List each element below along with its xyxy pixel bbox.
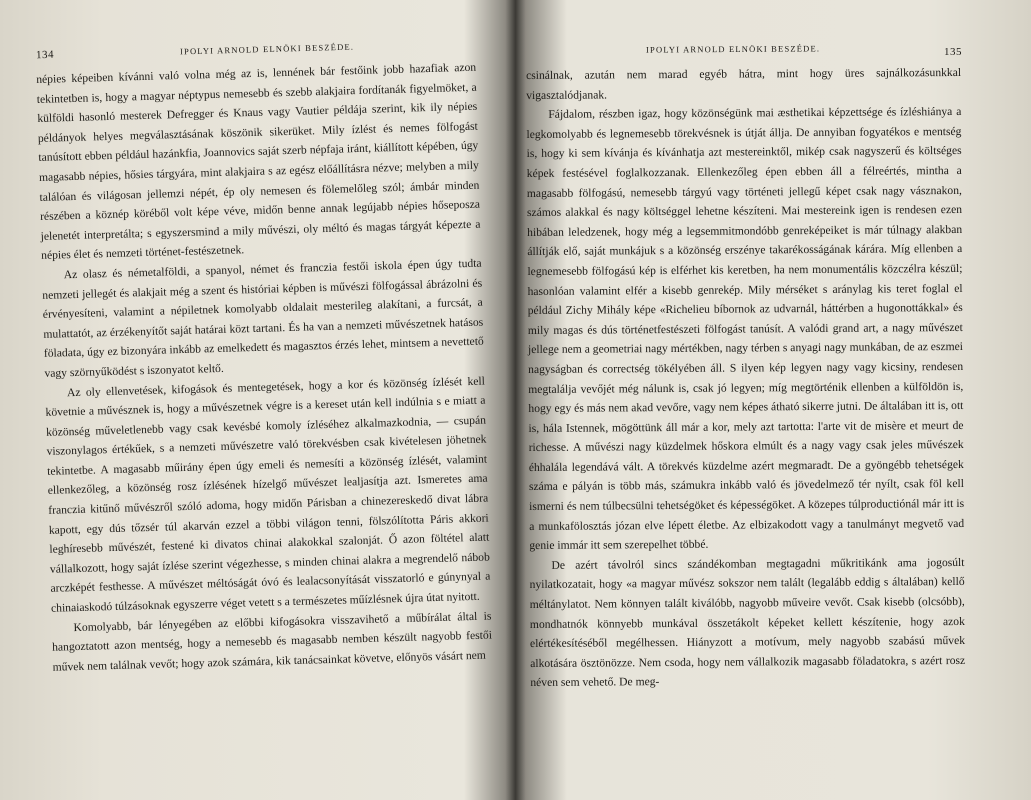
paragraph: népies képeiben kívánni való volna még az is, lennének bár festőink jobb hazafiak azon tekintetben is, hogy a magyar néptypus nemesebb és szebb alakjaira fordítanák figyelmöket, a külföldi hasonló mesterek Defregger és Knaus vagy Vautier példája szerint, kik ily népies példányok helyes megválasztásának köszönik sikerüket. Mily ízlést és nemes fölfogást tanúsított ebben például hazánkfia, Joannovics saját szerb népfaja iránt, kiállított képében, úgy magasabb népies, hősies tárgyára, mint alakjaira s az egész előállításra nézve; melyben a mily találóan és világosan jellemzi népét, ép oly nemesen és fölemelőleg szól; ámbár minden részében a köznép köréből volt képe véve, midőn benne annak legújabb népies hőseposza jelenetét interpretálta; s egyszersmind a mily művészi, oly méltó és magas tárgyát képezte a népies élet és nemzeti történet-festészetnek. bbox=[36, 60, 481, 263]
running-head: IPOLYI ARNOLD ELNÖKI BESZÉDE. bbox=[179, 41, 355, 57]
body-text bbox=[36, 58, 493, 677]
page-number: 134 bbox=[35, 48, 55, 62]
right-page bbox=[512, 0, 1031, 800]
paragraph: De azért távolról sincs szándékomban megtagadni műkritikánk ama jogosúlt nyilatkozatait, hogy «a magyar művész sokszor nem talált (legalább eddig s általában) kellő méltánylatot. Nem könnyen talált kiválóbb, nagyobb műveire vevőt. Csak kisebb (olcsóbb), mondhatnók könnyebb munkával összetákolt képeket kellett készítenie, hogy azok elértékesítéséből megélhessen. Hiányzott a motívum, mely nagyobb szabású művek alkotására ösztönözze. Nem csoda, hogy nem vállalkozik magasabb föladatokra, s azért rosz néven sem vehető. De meg- bbox=[529, 555, 966, 690]
paragraph: Az olasz és németalföldi, a spanyol, német és franczia festői iskola épen úgy tudta nemzeti jellegét és alakjait még a szent és históriai képben is művészi fölfogással ábrázolni és érvényesíteni, valamint a népiletnek komolyabb oldalait mesterileg alakítani, a furcsát, a mulattatót, az érzékenyítőt saját határai közt tartani. És ha van a nemzeti művészetnek hatásos föladata, úgy ez bizonyára inkább az emelkedett és magasztos érzés lehet, mintsem a nevettető vagy szörnyűködést s iszonyatot keltő. bbox=[42, 256, 484, 380]
running-head: IPOLYI ARNOLD ELNÖKI BESZÉDE. bbox=[645, 43, 821, 55]
paragraph: Az oly ellenvetések, kifogások és mentegetések, hogy a kor és közönség ízlését kell követnie a művésznek is, hogy a művészetnek végre is a kereset után kell indúlnia s e miatt a közönség műveletlenebb vagy csak kevésbé komoly ízléséhez alkalmazkodnia, — csupán viszonylagos értékűek, s a nemzeti művészetre való törekvésben csak kivételesen jöhetnek tekintetbe. A magasabb műirány épen úgy emeli és nemesíti a közönség ízlését, valamint ellenkezőleg, a közönség rosz ízlésének hízelgő művészet lealjasítja azt. Ismeretes ama franczia kitűnő művészről szóló adoma, hogy midőn Párisban a chinezereskedő divat lábra kapott, egy dús tőzsér túl akarván ezzel a többi világon tenni, fölszólította Páris akkori leghíresebb művészét, festené ki divatos chinai alakokkal szalonját. Ő azon föltétel alatt vállalkozott, hogy saját ízlése szerint végezhesse, s minden chinai alakra a megrendelő nábob arczképét festhesse. A művészet méltóságát óvó és lealacsonyítását visszatorló e gúnynyal a chinaiaskodó túlzásoknak egyszerre véget vetett s a természetes műízlésnek újra útat nyitott. bbox=[45, 374, 491, 615]
paragraph: Fájdalom, részben igaz, hogy közönségünk mai æsthetikai képzettsége és ízléshiánya a legkomolyabb és legnemesebb törekvésnek is útját állja. De annyiban fogyatékos e mentség is, hogy ki sem kívánja és kívánhatja azt mestereinktől, mikép csak nagyszerű és költséges képek festésével foglalkozzanak. Ellenkezőleg épen ebben áll a félreértés, mintha a magasabb fölfogású, nemesebb tárgyú vagy történeti jellegű képet csak nagy vásznakon, számos alakkal és nagy költséggel lehetne készíteni. Mai mestereink igen is rendesen ezen hibában leledzenek, hogy még a legsemmitmondóbb genreképeiket is már túlnagy alakban állítják elő, saját munkájuk s a közönség erszénye takarékosságának kárára. Míg ellenben a legnemesebb fölfogású kép is elférhet kis keretben, ha nem monumentális közczélra készül; hasonlóan valamint elfér a kisebb genrekép. Mily mérséket s aránylag kis teret foglal el például Zichy Mihály képe «Richelieu bíbornok az udvarnál, háttérben a hugonottákkal» és mily magas és dús történetfestészeti fölfogást tanúsít. A valódi grand art, a nagy művészet jellege nem a geometriai nagy mértékben, nagy térben s anyagi nagy munkában, de az eszmei nagyságban és correctség tökélyében áll. S ilyen kép legyen nagy vagy kicsiny, rendesen megtalálja vevőjét még nálunk is, csak jó legyen; míg megtörténik ellenben a külföldön is, hogy egy és más nem akad vevőre, vagy nem képes átható sikerre jutni. De általában itt is, ott is, hála Istennek, mögöttünk áll már a kor, mely azt tartotta: l'arte vit de misère et meurt de richesse. A művészi nagy küzdelmek hőskora elmúlt és a nagy vagy csak jeles művészek éhhalála legendává vált. A törekvés küzdelme azért megmaradt. De a gyöngébb tehetségek száma e pályán is több más, számukra inkább való és jövedelmező tér nyílt, csak föl kell ismerni és nem túlbecsülni tehetségöket és képességöket. A közepes túlproductiónál már itt is a munkafölosztás józan elve lépett életbe. Az elbizakodott vagy a tanulmányt megvető vad genie immár itt sem szerepelhet többé. bbox=[526, 105, 965, 553]
paragraph: Komolyabb, bár lényegében az előbbi kifogásokra visszavihető a műbírálat által is hangoztatott azon mentség, hogy a nemesebb és magasabb nemben készült nagyobb festői művek nem találnak vevőt; hogy azok számára, kik tanácsainkat követve, előnyös vásárt nem bbox=[51, 609, 493, 674]
page-number: 135 bbox=[944, 46, 962, 58]
body-text bbox=[526, 63, 965, 693]
paragraph: csinálnak, azután nem marad egyéb hátra, mint hogy üres sajnálkozásunkkal vigasztalódjanak. bbox=[526, 65, 962, 102]
left-page bbox=[0, 0, 505, 800]
